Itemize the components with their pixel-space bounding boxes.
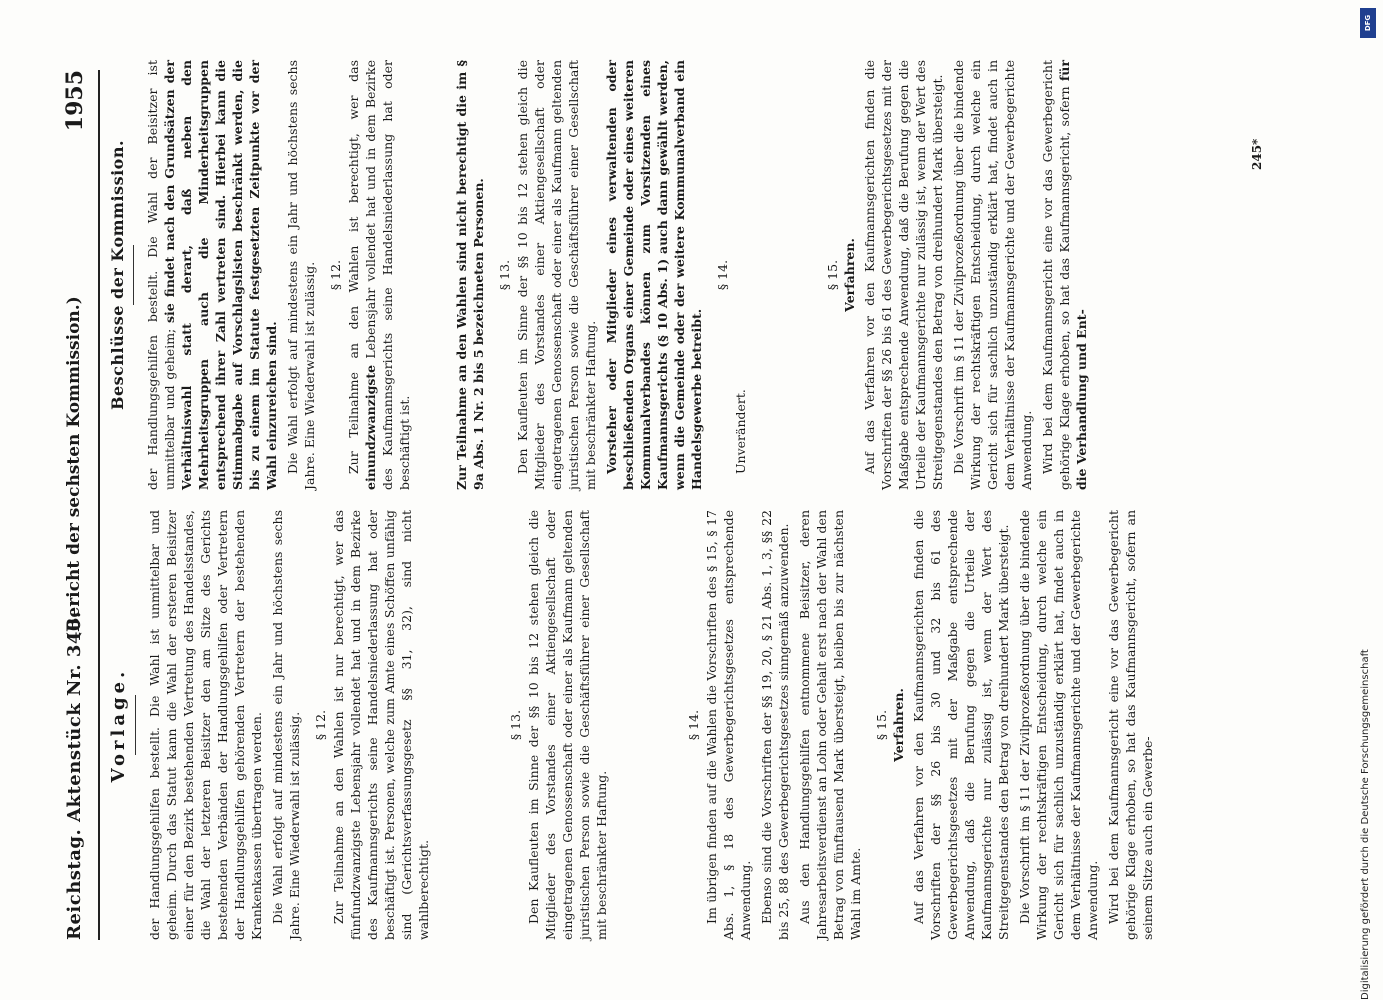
paragraph: Aus den Handlungsgehilfen entnommene Beisitzer, deren Jahresarbeitsverdienst an Lohn oder Gehalt erst nach der Wahl den Betrag von fünftausend Mark übersteigt, bleiben bis zur nächsten Wahl im Amte.: [797, 510, 863, 940]
paragraph: [1039, 60, 1090, 490]
spacer: [753, 60, 815, 490]
section-heading-15: § 15.: [874, 709, 889, 741]
paragraph: [144, 60, 280, 490]
section-title: Verfahren.: [842, 238, 857, 312]
logo-text: DFG: [1364, 14, 1372, 32]
spacer: [614, 510, 676, 940]
section-heading-12: § 12.: [328, 259, 343, 291]
section-heading-13: § 13.: [497, 259, 512, 291]
dfg-logo-icon: [1360, 8, 1376, 38]
section-heading-12: § 12.: [313, 709, 328, 741]
paragraph: Auf das Verfahren vor den Kaufmannsgerichten finden die Vorschriften der §§ 26 bis 61 des Gewerbegerichtsgesetzes mit der Maßgabe entsprechende Anwendung, daß die Berufung gegen die Urteile der Kaufmannsgerichte nur zulässig ist, wenn der Wert des Streitgegenstandes den Betrag von dreihundert Mark übersteigt.: [862, 60, 945, 490]
paragraph: Auf das Verfahren vor den Kaufmannsgerichten finden die Vorschriften der §§ 26 bis 30 und 32 bis 61 des Gewerbegerichtsgesetzes mit der Maßgabe entsprechende Anwendung, daß die Berufung gegen die Urteile der Kaufmannsgerichte nur zulässig ist, wenn der Wert des Streitgegenstandes den Betrag von dreihundert Mark übersteigt.: [911, 510, 1011, 940]
section-heading-13: § 13.: [508, 709, 523, 741]
column-title-vorlage: Vorlage.: [108, 667, 129, 783]
paragraph: der Handlungsgehilfen bestellt. Die Wahl ist unmittelbar und geheim. Durch das Statut kann die Wahl der ersteren Beisitzer einer für den Bezirk bestehenden Vertretung des Handelsstandes, die Wahl der letzteren Beisitzer den am Sitze des Gerichts bestehenden Verbänden der Handlungsgehilfen oder Vertretern der Handlungsgehilfen gehörenden Vertretern der bestehenden Krankenkassen übertragen werden.: [147, 510, 264, 940]
paragraph: [345, 60, 413, 490]
section-heading-14: § 14.: [686, 709, 701, 741]
column-vorlage: [108, 510, 1278, 940]
spacer: [436, 510, 498, 940]
text-plain: Lebensjahr vollendet hat und in dem Bezirke des Kaufmannsgerichts seine Handelsniederlassung hat oder beschäftigt ist.: [363, 60, 412, 490]
paragraph: Den Kaufleuten im Sinne der §§ 10 bis 12 stehen gleich die Mitglieder des Vorstandes einer Aktiengesellschaft oder eingetragenen Genossenschaft oder einer als Kaufmann geltenden juristischen Person sowie die Geschäftsführer einer Gesellschaft mit beschränkter Haftung.: [526, 510, 609, 940]
bold-paragraph: Zur Teilnahme an den Wahlen sind nicht berechtigt die im § 9a Abs. 1 Nr. 2 bis 5 bezeichneten Personen.: [454, 60, 486, 490]
paragraph: Den Kaufleuten im Sinne der §§ 10 bis 12 stehen gleich die Mitglieder des Vorstandes einer Aktiengesellschaft oder eingetragenen Genossenschaft oder einer als Kaufmann geltenden juristischen Person sowie die Geschäftsführer einer Gesellschaft mit beschränkter Haftung.: [515, 60, 598, 490]
title-rule: [135, 695, 136, 755]
section-heading-14: § 14.: [715, 259, 730, 291]
page-number: 1955: [62, 70, 88, 132]
credit-text: Digitalisierung gefördert durch die Deutsche Forschungsgemeinschaft: [1360, 649, 1371, 1000]
paragraph: Die Wahl erfolgt auf mindestens ein Jahr und höchstens sechs Jahre. Eine Wiederwahl ist zulässig.: [270, 510, 302, 940]
paragraph: Die Vorschrift im § 11 der Zivilprozeßordnung über die bindende Wirkung der rechtskräftigen Entscheidung, durch welche ein Gericht sich für sachlich unzuständig erklärt hat, findet auch in dem Verhältnisse der Kaufmannsgerichte und der Gewerbegerichte Anwendung.: [1017, 510, 1100, 940]
text-plain: Wird bei dem Kaufmannsgericht eine vor das Gewerbegericht gehörige Klage erhoben, so hat das Kaufmannsgericht, sofern: [1040, 60, 1072, 490]
title-rule: [133, 245, 134, 305]
text-bold: für die Verhandlung und Ent-: [1057, 60, 1089, 490]
spacer: [417, 60, 445, 490]
digitization-credit: [1345, 10, 1375, 1000]
section-title: Verfahren.: [891, 688, 906, 762]
column-title-beschluesse: Beschlüsse der Kommission.: [108, 139, 127, 411]
paragraph: Die Wahl erfolgt auf mindestens ein Jahr und höchstens sechs Jahre. Eine Wiederwahl ist zulässig.: [285, 60, 317, 490]
paragraph: Im übrigen finden auf die Wahlen die Vorschriften des § 15, § 17 Abs. 1, § 18 des Gewerbegerichtsgesetzes entsprechende Anwendung.: [704, 510, 753, 940]
text-bold: sie findet nach den Grundsätzen der Verhältniswahl statt derart, daß neben den Mehrheitsgruppen auch die Minderheitsgruppen entsprechend ihrer Zahl vertreten sind. Hierbei kann die Stimmabgabe auf Vorschlagslisten beschränkt werden, die bis zu einem im Statute festgesetzten Zeitpunkte vor der Wahl einzureichen sind.: [162, 60, 279, 490]
text-plain: der Handlungsgehilfen bestellt. Die Wahl der Beisitzer ist unmittelbar und geheim;: [145, 60, 177, 490]
page-header: [58, 70, 100, 940]
header-left: Reichstag. Aktenstück Nr. 340.: [64, 611, 85, 940]
text-plain: Zur Teilnahme an den Wahlen ist berechtigt, wer das: [346, 60, 361, 474]
text-bold: einundzwanzigste: [363, 364, 378, 490]
paragraph: Wird bei dem Kaufmannsgericht eine vor das Gewerbegericht gehörige Klage erhoben, so hat das Kaufmannsgericht, sofern an seinem Sitze auch ein Gewerbe-: [1106, 510, 1155, 940]
paragraph: Die Vorschrift im § 11 der Zivilprozeßordnung über die bindende Wirkung der rechtskräftigen Entscheidung, durch welche ein Gericht sich für sachlich unzuständig erklärt hat, findet auch in dem Verhältnisse der Kaufmannsgerichte und der Gewerbegerichte Anwendung.: [951, 60, 1034, 490]
sheet-number: 245*: [1250, 138, 1264, 170]
paragraph: Unverändert.: [733, 389, 748, 474]
bold-paragraph: Vorsteher oder Mitglieder eines verwaltenden oder beschließenden Organs einer Gemeinde oder eines weiteren Kommunalverbandes können zum Vorsitzenden eines Kaufmannsgerichts (§ 10 Abs. 1) auch dann gewählt werden, wenn die Gemeinde oder der weitere Kommunalverband ein Handelsgewerbe betreibt.: [604, 60, 704, 490]
header-center: (Bericht der sechsten Kommission.): [64, 296, 84, 640]
section-heading-15: § 15.: [825, 259, 840, 291]
paragraph: Ebenso sind die Vorschriften der §§ 19, 20, § 21 Abs. 1, 3, §§ 22 bis 25, 88 des Gewerbegerichtsgesetzes sinngemäß anzuwenden.: [759, 510, 791, 940]
paragraph: Zur Teilnahme an den Wahlen ist nur berechtigt, wer das fünfundzwanzigste Lebensjahr vollendet hat und in dem Bezirke des Kaufmannsgerichts seine Handelsniederlassung hat oder beschäftigt ist. Personen, welche zum Amte eines Schöffen unfähig sind (Gerichtsverfassungsgesetz §§ 31, 32), sind nicht wahlberechtigt.: [331, 510, 431, 940]
column-beschluesse: [108, 60, 1278, 490]
